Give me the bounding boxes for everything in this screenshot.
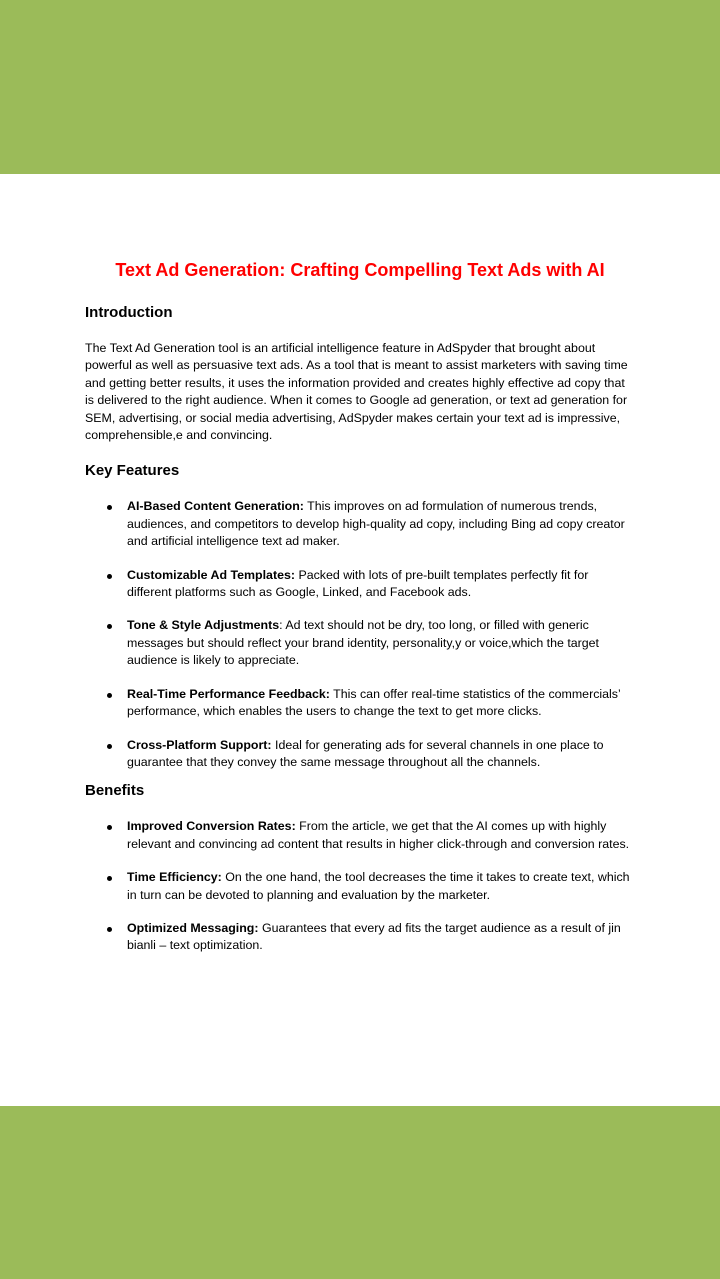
bullet-icon [107, 927, 112, 932]
key-feature-label: Cross-Platform Support: [127, 737, 272, 752]
key-feature-text: : Ad text should not be dry, too long, or filled with generic messages but should reflect your brand identity, personality,y or voice,which the target audience is likely to appreciate. [127, 618, 600, 668]
benefit-item [85, 920, 633, 955]
introduction-paragraph: The Text Ad Generation tool is an artificial intelligence feature in AdSpyder that brought about powerful as well as persuasive text ads. As a tool that is meant to assist marketers with saving time and getting better results, it uses the information provided and creates highly effective ad copy that is delivered to the right audience. When it comes to Google ad generation, or text ad generation for SEM, advertising, or social media advertising, AdSpyder makes certain your text ad is impressive, comprehensible,e and convincing. [85, 341, 628, 443]
benefits-list [85, 818, 633, 954]
document-page [0, 174, 720, 1106]
benefit-item [85, 818, 633, 853]
benefit-label: Time Efficiency: [127, 870, 222, 885]
key-feature-label: Real-Time Performance Feedback: [127, 686, 330, 701]
key-feature-text: This improves on ad formulation of numerous trends, audiences, and competitors to develop high-quality ad copy, including Bing ad copy creator and artificial intelligence text ad maker. [127, 499, 625, 549]
key-feature-text: Packed with lots of pre-built templates perfectly fit for different platforms such as Google, Linked, and Facebook ads. [127, 567, 589, 600]
key-feature-label: AI-Based Content Generation: [127, 499, 304, 514]
benefit-text: On the one hand, the tool decreases the time it takes to create text, which in turn can be devoted to planning and evaluation by the marketer. [127, 870, 630, 902]
key-feature-item [85, 498, 633, 550]
bullet-icon [107, 825, 112, 830]
bullet-icon [107, 876, 112, 881]
bullet-icon [107, 505, 112, 510]
key-feature-label: Customizable Ad Templates: [127, 567, 295, 582]
bullet-icon [107, 574, 112, 579]
key-feature-label: Tone & Style Adjustments [127, 618, 280, 633]
benefit-label: Improved Conversion Rates: [127, 819, 296, 834]
document-title: Text Ad Generation: Crafting Compelling Text Ads with AI [115, 260, 605, 280]
key-feature-item [85, 567, 633, 602]
bullet-icon [107, 744, 112, 749]
bullet-icon [107, 693, 112, 698]
key-features-heading: Key Features [85, 462, 180, 480]
key-feature-text: Ideal for generating ads for several channels in one place to guarantee that they convey the same message throughout all the channels. [127, 737, 604, 769]
key-feature-item [85, 737, 633, 772]
benefits-heading: Benefits [85, 782, 145, 800]
document-body [85, 303, 633, 971]
benefit-item [85, 869, 633, 904]
key-features-list [85, 498, 633, 771]
key-feature-item [85, 686, 633, 721]
benefit-text: From the article, we get that the AI comes up with highly relevant and convincing ad content that results in higher click-through and conversion rates. [127, 819, 630, 851]
key-feature-text: This can offer real-time statistics of the commercials’ performance, which enables the users to change the text to get more clicks. [127, 686, 621, 719]
bullet-icon [107, 624, 112, 629]
benefit-label: Optimized Messaging: [127, 920, 259, 935]
key-feature-item [85, 617, 633, 669]
benefit-text: Guarantees that every ad fits the target audience as a result of jin bianli – text optimization. [127, 920, 621, 953]
introduction-heading: Introduction [85, 304, 173, 321]
